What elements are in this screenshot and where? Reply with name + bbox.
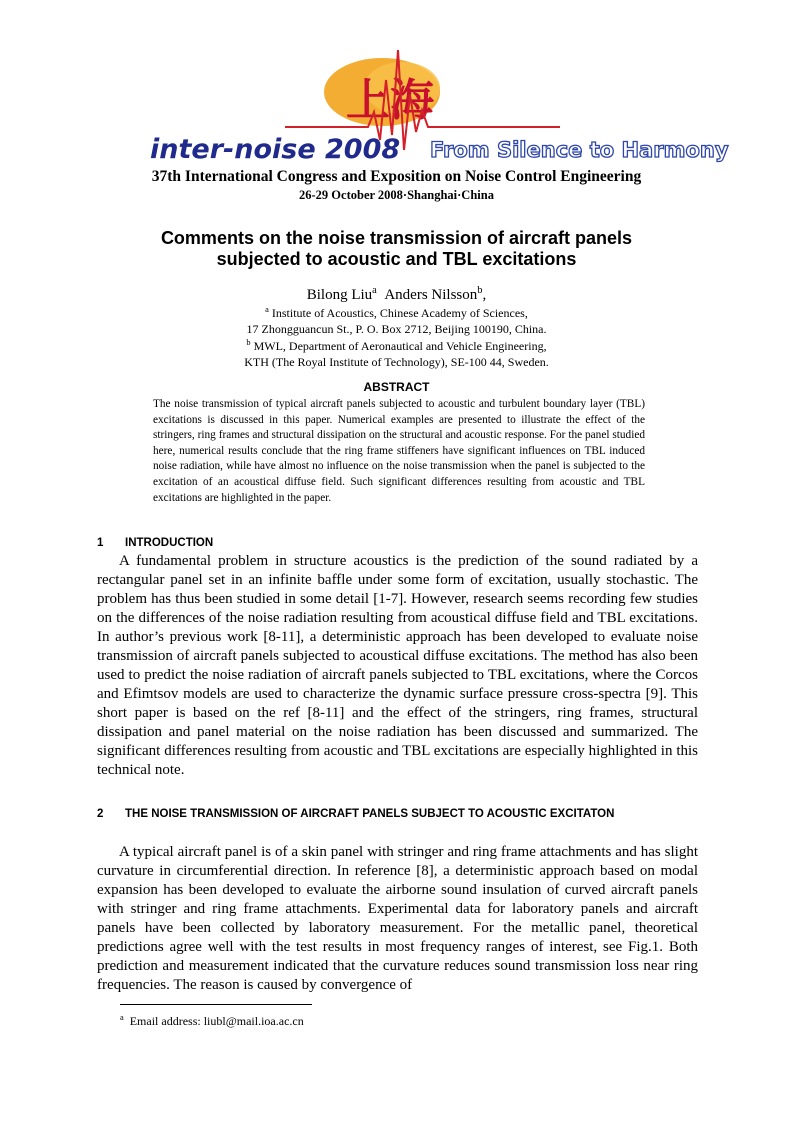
paragraph: A typical aircraft panel is of a skin panel with stringer and ring frame attachments and has slight curvature in circumferential direction. In reference [8], a deterministic approach based on modal expansion has been developed to evaluate the airborne sound insulation of curved aircraft panels with stringer and ring frame attachments. Experimental data for laboratory panels and aircraft panels have been collected by laboratory measurement. For the metallic panel, theoretical predictions agree well with the test results in most frequency ranges of interest, see Fig.1. Both prediction and measurement indicated that the curvature reduces sound transmission loss near ring frequencies. The reason is caused by convergence of [97,844,698,993]
footnote-rule [120,1004,312,1005]
author-name: Bilong Liu [306,287,373,303]
title-line-2: subjected to acoustic and TBL excitations [216,249,577,269]
affiliation-marker: a [265,305,269,314]
author-name: Anders Nilsson [384,287,478,303]
logo-graphic [140,40,729,170]
author-list [0,287,793,304]
logo-slogan-text: From Silence to Harmony [430,138,729,162]
section-2-heading [97,808,614,820]
section-title: THE NOISE TRANSMISSION OF AIRCRAFT PANELS SUBJECT TO ACOUSTIC EXCITATON [125,808,615,820]
author-affiliation-marker: b [477,285,483,296]
affiliation-marker: b [246,337,251,347]
affiliation-a-line-2: 17 Zhongguancun St., P. O. Box 2712, Beijing 100190, China. [246,322,547,337]
logo-chinese-text: 上海 [346,75,434,126]
section-2-body [97,843,698,995]
conference-dates: 26-29 October 2008·Shanghai·China [299,188,494,202]
author-affiliation-marker: a [372,285,377,296]
section-1-body [97,552,698,780]
affiliation-text: MWL, Department of Aeronautical and Vehicle Engineering, [253,338,547,353]
paragraph: A fundamental problem in structure acoustics is the prediction of the sound radiated by a rectangular panel set in an infinite baffle under some form of excitation, usually stochastic. The problem has thus been studied in some detail [1-7]. However, research seems recording few studies on the differences of the noise radiation resulting from acoustical diffuse field and TBL excitations. In author’s previous work [8-11], a deterministic approach has been developed to evaluate noise transmission of aircraft panels subjected to acoustical diffuse excitations. The method has also been used to predict the noise radiation of aircraft panels subjected to TBL excitations, where the Corcos and Efimtsov models are used to characterize the dynamic surface pressure cross-spectra [9]. This short paper is based on the ref [8-11] and the effect of the stringers, ring frames, structural dissipation and panel material on the noise radiation has been discussed and summarized. The significant differences resulting from acoustic and TBL excitations are especially highlighted in this technical note. [97,553,698,778]
section-1-heading [97,537,213,549]
affiliation-a-line-1 [0,305,793,321]
footnote-marker: a [120,1013,124,1022]
abstract-text: The noise transmission of typical aircraft panels subjected to acoustic and turbulent boundary layer (TBL) excitations is discussed in this paper. Numerical examples are presented to illustrate the effect of the stringers, ring frames and structural dissipation on the structural and acoustic response. For the panel studied here, numerical results conclude that the ring frame stiffeners have significant influences on TBL induced noise radiation, while have almost no influence on the noise transmission when the panel is subjected to the excitation of an acoustical diffuse field. Such significant differences resulting from acoustic and TBL excitations are highlighted in the paper. [153,398,645,504]
affiliation-b-line-2: KTH (The Royal Institute of Technology), SE-100 44, Sweden. [244,355,549,370]
section-title: INTRODUCTION [125,537,214,549]
affiliation-text: Institute of Acoustics, Chinese Academy of Sciences, [271,306,528,320]
abstract-heading: ABSTRACT [363,380,430,394]
affiliation-b-line-1 [0,338,793,354]
footnote-text: Email address: liubl@mail.ioa.ac.cn [129,1014,304,1028]
section-number: 2 [97,808,104,820]
logo-brand-text: inter-noise 2008 [150,134,401,165]
conference-logo [140,40,729,170]
paper-title [0,228,793,270]
section-number: 1 [97,537,104,549]
footnote [120,1014,304,1029]
title-line-1: Comments on the noise transmission of aircraft panels [160,228,633,248]
affiliations [0,305,793,371]
author-separator: , [482,287,487,303]
conference-name: 37th International Congress and Exposition on Noise Control Engineering [151,168,642,185]
